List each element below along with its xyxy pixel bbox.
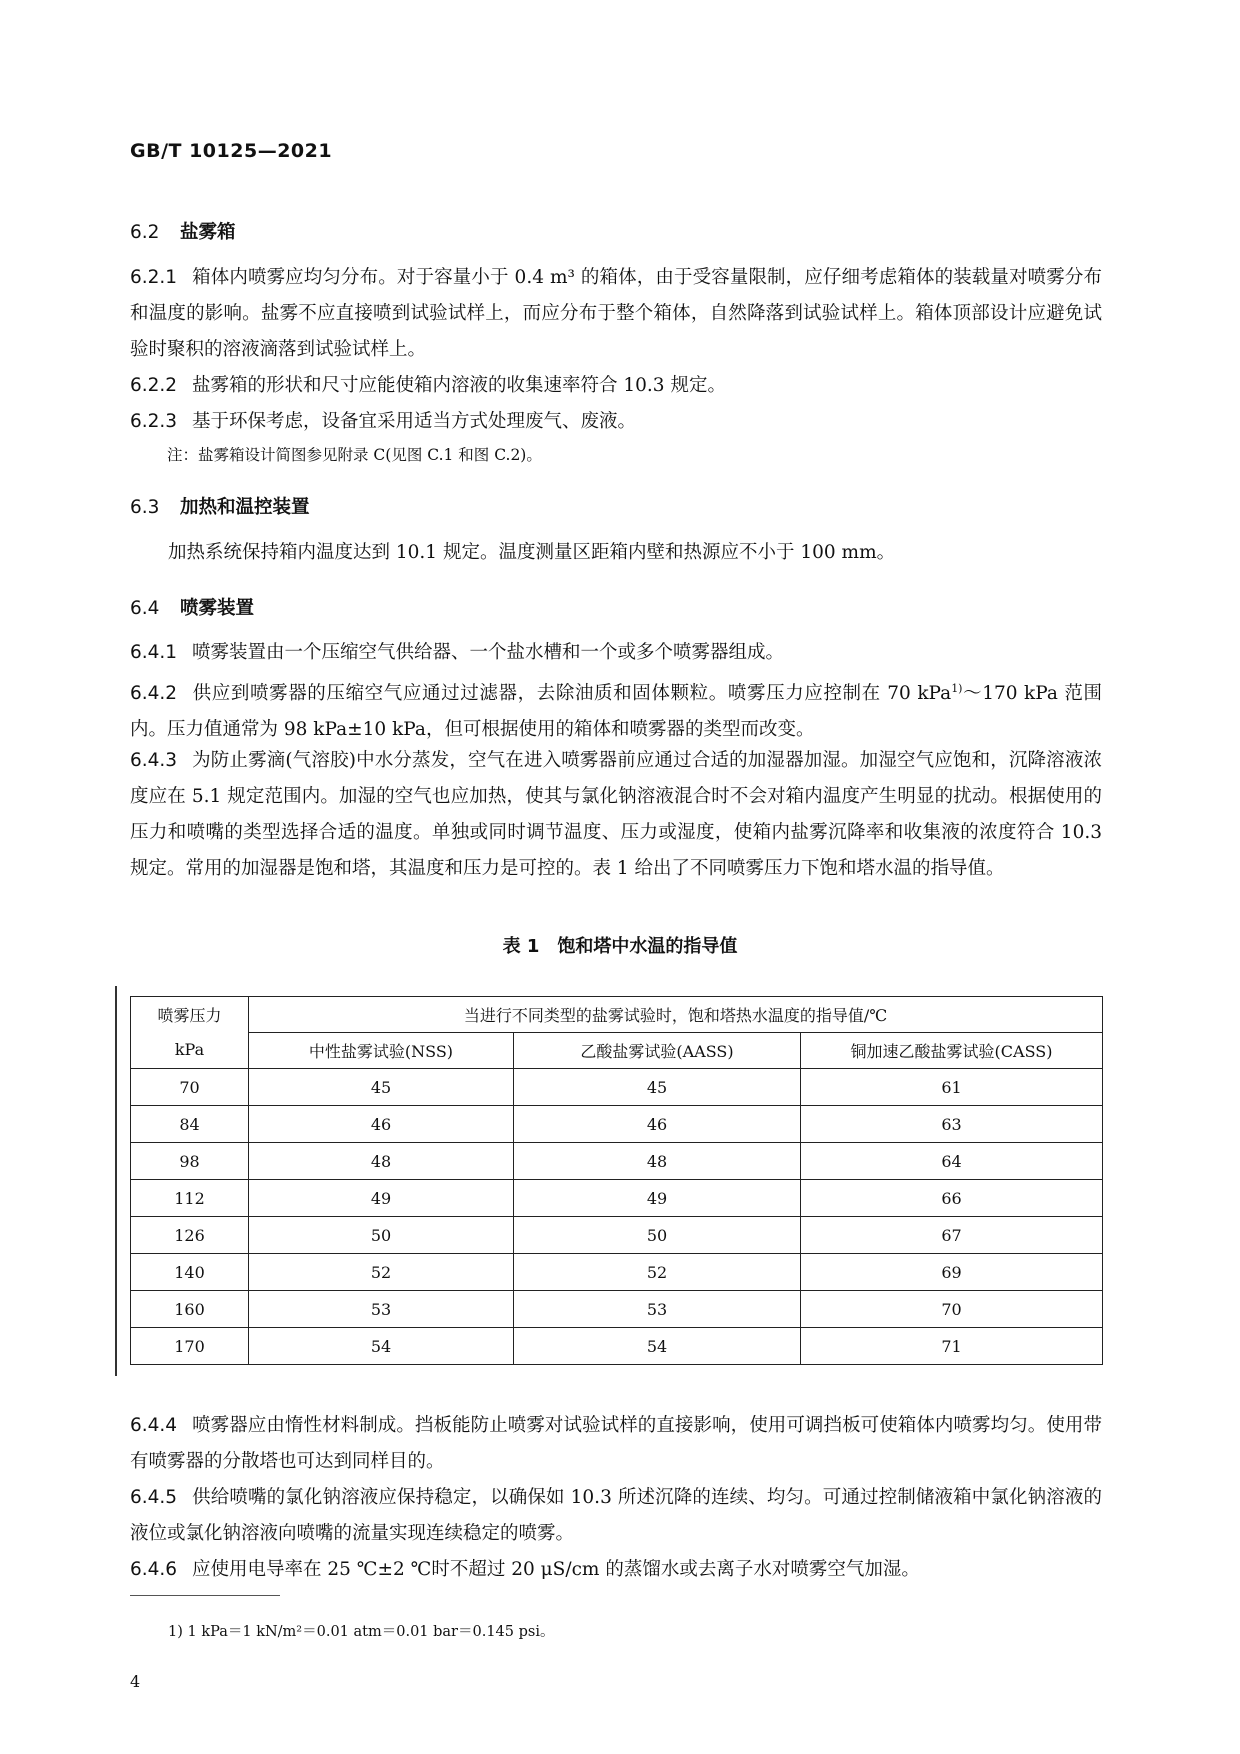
table-cell: 112 bbox=[131, 1180, 249, 1217]
clause-6-4-2 bbox=[130, 671, 1102, 748]
section-title: 喷雾装置 bbox=[180, 598, 255, 619]
clause-6-4-1 bbox=[130, 635, 1102, 671]
table-cell: 54 bbox=[249, 1328, 514, 1365]
clause-number: 6.4.4 bbox=[130, 1415, 178, 1436]
page-number: 4 bbox=[130, 1672, 141, 1691]
table-cell: 50 bbox=[514, 1217, 801, 1254]
table-cell: 126 bbox=[131, 1217, 249, 1254]
clause-number: 6.2.3 bbox=[130, 411, 178, 432]
table-cell: 50 bbox=[249, 1217, 514, 1254]
section-number: 6.3 bbox=[130, 497, 160, 518]
clause-text: 应使用电导率在 25 ℃±2 ℃时不超过 20 μS/cm 的蒸馏水或去离子水对喷雾空气加湿。 bbox=[192, 1559, 920, 1580]
clause-text: 基于环保考虑，设备宜采用适当方式处理废气、废液。 bbox=[192, 411, 637, 432]
table-row bbox=[131, 1328, 1103, 1365]
table-row bbox=[131, 1106, 1103, 1143]
table-cell: 53 bbox=[249, 1291, 514, 1328]
table-cell: 53 bbox=[514, 1291, 801, 1328]
table-row bbox=[131, 1291, 1103, 1328]
paragraph-6-3: 加热系统保持箱内温度达到 10.1 规定。温度测量区距箱内壁和热源应不小于 100 mm。 bbox=[168, 542, 896, 563]
table-cell: 70 bbox=[801, 1291, 1103, 1328]
table-cell: 45 bbox=[514, 1069, 801, 1106]
clause-6-2-3 bbox=[130, 404, 1102, 440]
table-cell: 64 bbox=[801, 1143, 1103, 1180]
footnote-reference: 1) bbox=[951, 682, 963, 695]
table-cell: 63 bbox=[801, 1106, 1103, 1143]
table-cell: 66 bbox=[801, 1180, 1103, 1217]
table-cell: 160 bbox=[131, 1291, 249, 1328]
section-heading-6-2 bbox=[130, 218, 236, 244]
clause-6-2-1 bbox=[130, 260, 1102, 368]
clause-text: 供应到喷雾器的压缩空气应通过过滤器，去除油质和固体颗粒。喷雾压力应控制在 70 kPa bbox=[192, 683, 952, 705]
clause-number: 6.4.5 bbox=[130, 1487, 178, 1508]
table-cell: 52 bbox=[514, 1254, 801, 1291]
clause-6-4-3 bbox=[130, 743, 1102, 887]
table-cell: 48 bbox=[514, 1143, 801, 1180]
table-row bbox=[131, 1254, 1103, 1291]
clause-number: 6.2.1 bbox=[130, 267, 178, 288]
table-cell: 46 bbox=[249, 1106, 514, 1143]
table-cell: 45 bbox=[249, 1069, 514, 1106]
section-number: 6.4 bbox=[130, 598, 160, 619]
clause-text: 喷雾器应由惰性材料制成。挡板能防止喷雾对试验试样的直接影响，使用可调挡板可使箱体内喷雾均匀。使用带有喷雾器的分散塔也可达到同样目的。 bbox=[130, 1415, 1102, 1472]
clause-text: 箱体内喷雾应均匀分布。对于容量小于 0.4 m³ 的箱体，由于受容量限制，应仔细考虑箱体的装载量对喷雾分布和温度的影响。盐雾不应直接喷到试验试样上，而应分布于整个箱体，自然降落到试验试样上。箱体顶部设计应避免试验时聚积的溶液滴落到试验试样上。 bbox=[130, 267, 1102, 360]
table-row bbox=[131, 1217, 1103, 1254]
table-title: 饱和塔中水温的指导值 bbox=[557, 936, 738, 957]
table-row bbox=[131, 1143, 1103, 1180]
clause-number: 6.4.2 bbox=[130, 683, 178, 705]
header-pressure-label: 喷雾压力 bbox=[157, 1005, 222, 1025]
footnote-divider bbox=[130, 1595, 280, 1596]
table-cell: 54 bbox=[514, 1328, 801, 1365]
footnote: 1) 1 kPa＝1 kN/m²＝0.01 atm＝0.01 bar＝0.145 psi。 bbox=[168, 1624, 555, 1640]
clause-text: 盐雾箱的形状和尺寸应能使箱内溶液的收集速率符合 10.3 规定。 bbox=[192, 375, 726, 396]
table-cell: 71 bbox=[801, 1328, 1103, 1365]
clause-6-2-2 bbox=[130, 368, 1102, 404]
clause-number: 6.2.2 bbox=[130, 375, 178, 396]
table-row bbox=[131, 1180, 1103, 1217]
clause-6-4-6 bbox=[130, 1552, 1102, 1588]
clause-text: 供给喷嘴的氯化钠溶液应保持稳定，以确保如 10.3 所述沉降的连续、均匀。可通过控制储液箱中氯化钠溶液的液位或氯化钠溶液向喷嘴的流量实现连续稳定的喷雾。 bbox=[130, 1487, 1102, 1544]
table-cell: 70 bbox=[131, 1069, 249, 1106]
table-cell: 49 bbox=[514, 1180, 801, 1217]
header-cass: 铜加速乙酸盐雾试验(CASS) bbox=[801, 1033, 1103, 1069]
clause-6-4-4 bbox=[130, 1408, 1102, 1480]
table-cell: 48 bbox=[249, 1143, 514, 1180]
header-nss: 中性盐雾试验(NSS) bbox=[249, 1033, 514, 1069]
table-caption bbox=[0, 932, 1240, 958]
clause-number: 6.4.1 bbox=[130, 642, 178, 663]
section-heading-6-4 bbox=[130, 594, 254, 620]
table-cell: 61 bbox=[801, 1069, 1103, 1106]
table-cell: 140 bbox=[131, 1254, 249, 1291]
header-spray-pressure bbox=[131, 997, 249, 1069]
standard-code: GB/T 10125—2021 bbox=[130, 140, 333, 162]
table-label: 表 1 bbox=[502, 936, 540, 957]
header-aass: 乙酸盐雾试验(AASS) bbox=[514, 1033, 801, 1069]
clause-text-continued: ～170 kPa 范围内。压力值通常为 98 kPa±10 kPa，但可根据使用的箱体和喷雾器的类型而改变。 bbox=[130, 683, 1102, 741]
table-cell: 52 bbox=[249, 1254, 514, 1291]
section-number: 6.2 bbox=[130, 222, 160, 243]
section-heading-6-3 bbox=[130, 493, 310, 519]
clause-number: 6.4.6 bbox=[130, 1559, 178, 1580]
section-title: 加热和温控装置 bbox=[180, 497, 310, 518]
table-row bbox=[131, 1069, 1103, 1106]
header-pressure-unit: kPa bbox=[174, 1039, 205, 1059]
clause-text: 为防止雾滴(气溶胶)中水分蒸发，空气在进入喷雾器前应通过合适的加湿器加湿。加湿空气应饱和，沉降溶液浓度应在 5.1 规定范围内。加湿的空气也应加热，使其与氯化钠溶液混合时不会对箱内温度产生明显的扰动。根据使用的压力和喷嘴的类型选择合适的温度。单独或同时调节温度、压力或湿度，使箱内盐雾沉降率和收集液的浓度符合 10.3 规定。常用的加湿器是饱和塔，其温度和压力是可控的。表 1 给出了不同喷雾压力下饱和塔水温的指导值。 bbox=[130, 750, 1102, 879]
clause-6-4-5 bbox=[130, 1480, 1102, 1552]
clause-text: 喷雾装置由一个压缩空气供给器、一个盐水槽和一个或多个喷雾器组成。 bbox=[192, 642, 785, 663]
guidance-table bbox=[130, 996, 1103, 1365]
revision-bar bbox=[115, 986, 117, 1376]
table-cell: 98 bbox=[131, 1143, 249, 1180]
table-cell: 170 bbox=[131, 1328, 249, 1365]
section-title: 盐雾箱 bbox=[180, 222, 236, 243]
table-cell: 67 bbox=[801, 1217, 1103, 1254]
table-cell: 69 bbox=[801, 1254, 1103, 1291]
header-group: 当进行不同类型的盐雾试验时，饱和塔热水温度的指导值/℃ bbox=[249, 997, 1103, 1033]
note: 注：盐雾箱设计简图参见附录 C(见图 C.1 和图 C.2)。 bbox=[167, 446, 542, 464]
clause-number: 6.4.3 bbox=[130, 750, 178, 771]
table-cell: 49 bbox=[249, 1180, 514, 1217]
table-cell: 84 bbox=[131, 1106, 249, 1143]
table-cell: 46 bbox=[514, 1106, 801, 1143]
